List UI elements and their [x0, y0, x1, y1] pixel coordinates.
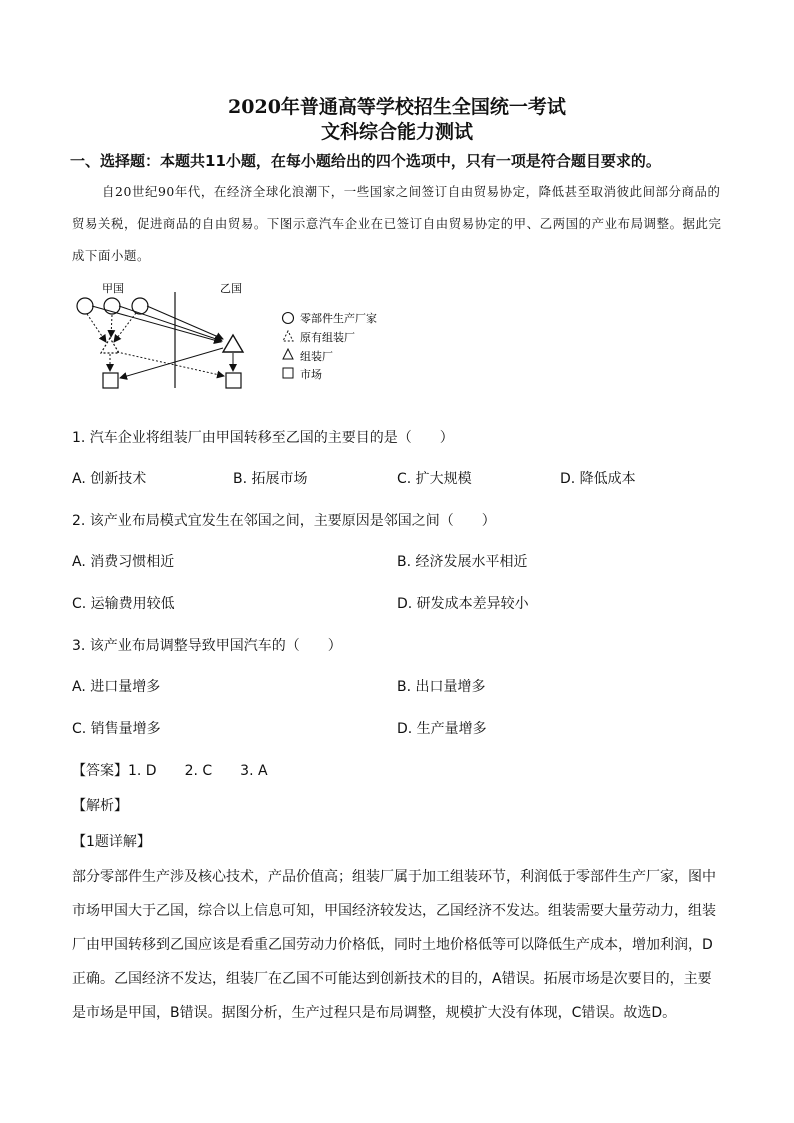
- legend-parts: 零部件生产厂家: [300, 312, 377, 325]
- assembly-plant-icon: [223, 335, 243, 352]
- diagram-legend: [280, 310, 400, 385]
- question-2-stem: 2. 该产业布局模式宜发生在邻国之间，主要原因是邻国之间（ ）: [72, 513, 496, 529]
- q3-option-c[interactable]: C. 销售量增多: [72, 721, 161, 737]
- label-jia: 甲国: [102, 282, 124, 295]
- legend-market: 市场: [300, 368, 322, 381]
- answer-values: 1. D 2. C 3. A: [128, 763, 268, 779]
- legend-assembly: 组装厂: [300, 350, 333, 363]
- answer-label: 【答案】: [72, 763, 128, 779]
- q2-option-b[interactable]: B. 经济发展水平相近: [397, 554, 528, 570]
- detail-label: 【1题详解】: [72, 834, 151, 850]
- q2-option-a[interactable]: A. 消费习惯相近: [72, 554, 175, 570]
- q2-option-c[interactable]: C. 运输费用较低: [72, 596, 175, 612]
- q2-option-d[interactable]: D. 研发成本差异较小: [397, 596, 529, 612]
- legend-old-assembly: 原有组装厂: [300, 331, 355, 344]
- question-3-stem: 3. 该产业布局调整导致甲国汽车的（ ）: [72, 638, 342, 654]
- q3-option-b[interactable]: B. 出口量增多: [397, 679, 486, 695]
- parts-factory-icon: [77, 298, 93, 314]
- answer-line: [72, 760, 268, 780]
- q1-option-d[interactable]: D. 降低成本: [560, 471, 636, 487]
- q1-option-a[interactable]: A. 创新技术: [72, 471, 147, 487]
- question-1-stem: 1. 汽车企业将组装厂由甲国转移至乙国的主要目的是（ ）: [72, 430, 454, 446]
- analysis-label: 【解析】: [72, 798, 128, 814]
- q1-option-c[interactable]: C. 扩大规模: [397, 471, 472, 487]
- detail-explanation: 部分零部件生产涉及核心技术，产品价值高；组装厂属于加工组装环节，利润低于零部件生产厂家，图中市场甲国大于乙国，综合以上信息可知，甲国经济较发达，乙国经济不发达。组装需要大量劳动力，组装厂由甲国转移到乙国应该是看重乙国劳动力价格低，同时土地价格低等可以降低生产成本，增加利润，D正确。乙国经济不发达，组装厂在乙国不可能达到创新技术的目的，A错误。拓展市场是次要目的，主要是市场是甲国，B错误。据图分析，生产过程只是布局调整，规模扩大没有体现，C错误。故选D。: [72, 869, 716, 1021]
- old-assembly-plant-icon: [101, 338, 119, 353]
- section-heading: 一、选择题：本题共11小题，在每小题给出的四个选项中，只有一项是符合题目要求的。: [70, 152, 661, 170]
- market-icon-jia: [103, 373, 118, 388]
- market-icon-yi: [226, 373, 241, 388]
- q1-option-b[interactable]: B. 拓展市场: [233, 471, 308, 487]
- q3-option-d[interactable]: D. 生产量增多: [397, 721, 487, 737]
- intro-paragraph: 自20世纪90年代，在经济全球化浪潮下，一些国家之间签订自由贸易协定，降低甚至取消彼此间部分商品的贸易关税，促进商品的自由贸易。下图示意汽车企业在已签订自由贸易协定的甲、乙两国的产业布局调整。据此完成下面小题。: [72, 184, 722, 263]
- exam-subtitle: 文科综合能力测试: [320, 121, 473, 143]
- exam-title: 2020年普通高等学校招生全国统一考试: [228, 96, 566, 118]
- q3-option-a[interactable]: A. 进口量增多: [72, 679, 161, 695]
- label-yi: 乙国: [220, 282, 242, 295]
